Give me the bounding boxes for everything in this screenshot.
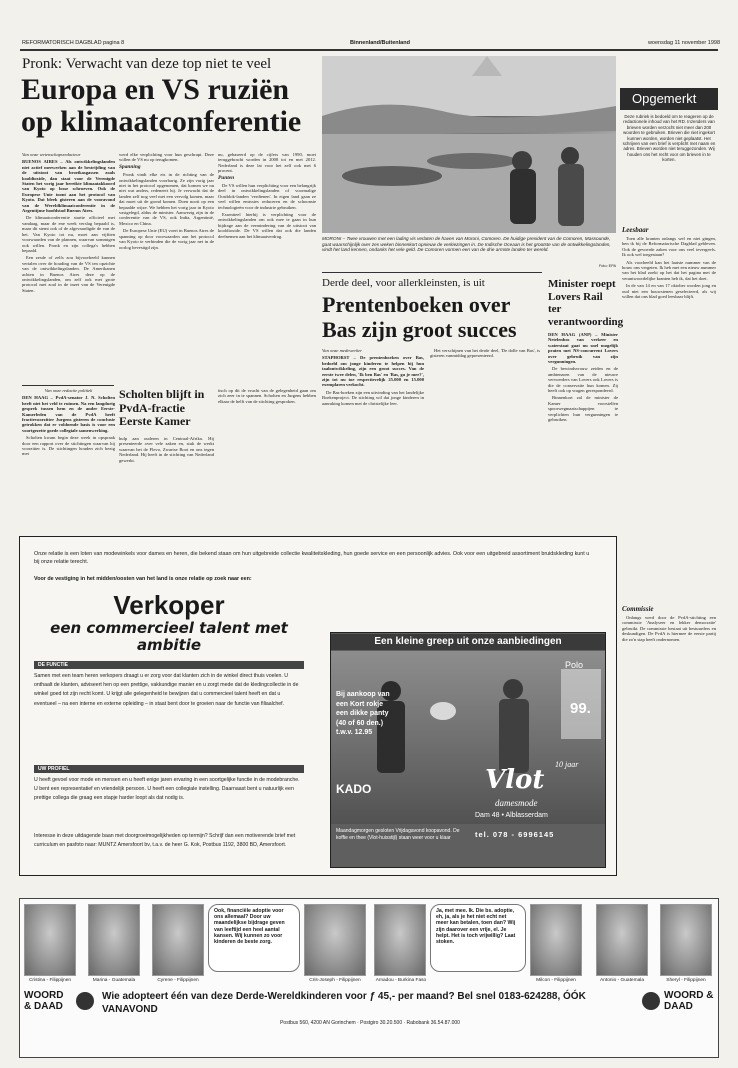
child-photo bbox=[596, 904, 648, 976]
minister-paragraph: De bewindsvrouw zeiden en de ambtenaren van de nieuwe vervoerders van Lovers ook Lovers is die de conservatie hun komen. Zij heeft ook op vragen gerespondeerd. bbox=[548, 366, 618, 394]
scholten-byline: Van onze redactie politiek bbox=[44, 388, 93, 393]
child-photo bbox=[660, 904, 712, 976]
leesbaar-paragraph: Als voorbeeld kan het laatste nummer van de bouw ons vergeten. Ik heb met een nieuw nummer van het blad zoekt op het dat het pagina met de verantwoordelijke kranten heb ik, dat het doet. bbox=[622, 259, 716, 281]
lead-paragraph: De VS willen hun verplichting voor een belangrijk deel in ontwikkelingslanden of voormalige Oostblok-landen 'verdienen'. In eigen land gaan ze veel willen emissies reduceren en de schoonste technologieën voor de industrie gebruiken. bbox=[218, 183, 316, 210]
vlot-banner: Een kleine greep uit onze aanbiedingen bbox=[331, 634, 605, 650]
child-caption: Amadou - Burkina Faso bbox=[375, 978, 427, 983]
leesbaar-paragraph: Toen alle kranten onlangs wel en niet gingen, ben ik bij de Reformatorische Dagblad gebleven. Ook de gevoerde zaken voor ons veel tevergeefs. Ik ook wel toegestaan? bbox=[622, 236, 716, 258]
prenten-lead: STAPHORST – De prentenboeken over Bas, bedoeld om jonge kinderen te helpen bij hun taalontwikkeling, zijn een groot succes. Van de eerste twee delen, 'Ik ben Bas' en 'Bas, ga je mee?', zijn tot nu toe respectievelijk 25.000 en 15.000 exemplaren verkocht. bbox=[322, 355, 424, 388]
lead-paragraph: Pronk vindt elke eis in de richting van de ontwikkelingslanden voorbarig. Ze zijn vorig jaar niet in het protocol opgenomen, dat komen we nu niet wat anders, redeneert hij. Je verwacht dat de landen zelf nog veel met een vervolg komen, maar dat moet uit de grond komen. Doen nooit op een bepaalde wijze. We hebben het vorig jaar in Kyoto vastgelegd, aldus de minister. Aanwezig zijn in de conferentie van de VS, ook India, Argentinië, Mexico en China. bbox=[119, 172, 214, 226]
scholten-intro: DEN HAAG – PvdA-senator J. N. Scholten heeft niet het veld te ruimen. Na een langdurig gesprek tussen hem en de ander Eerste-Kamerleden van de PvdA heeft fractievoorzitter Jurgens gisteren de conclusie getrokken dat er voldoende basis is voor een voortgezette goede collegiale samenwerking. bbox=[22, 395, 115, 433]
vlot-brand-sub: damesmode bbox=[495, 798, 538, 808]
scholten-col-1 bbox=[22, 388, 115, 459]
child-photo bbox=[24, 904, 76, 976]
child-photo bbox=[304, 904, 366, 976]
prenten-col-2 bbox=[430, 348, 540, 361]
child-caption: Cyrene - Filippijnen bbox=[157, 978, 199, 983]
divider bbox=[322, 272, 542, 273]
adoption-slogan: Wie adopteert één van deze Derde-Wereldkinderen voor ƒ 45,- per maand? Bel snel 0183-624288, ÓÓK VANAVOND bbox=[102, 991, 586, 1015]
child-photo bbox=[530, 904, 582, 976]
leesbaar-paragraph: In de van 14 en van 17 oktober worden jong en oud niet een bouwstenen geselecteerd, als wij willen dat ons blad goed leesbaar blijft. bbox=[622, 283, 716, 300]
child-photo bbox=[152, 904, 204, 976]
divider bbox=[22, 385, 114, 386]
woord-daad-logo-right: WOORD & DAAD bbox=[664, 990, 714, 1012]
verkoper-section-head: UW PROFIEL bbox=[34, 765, 304, 773]
minister-paragraph: Binnenkort zal de minister de Kamer voorstellen spoorwegmaatschappijen te verplichten hun vergunningen te gebruiken. bbox=[548, 395, 618, 423]
header-rule bbox=[20, 49, 718, 51]
child-caption: Cristina - Filippijnen bbox=[28, 978, 72, 983]
adoption-bubble-right: Ja, met mee. Ik. Die bs. adoptie, eh, ja, als je het niet echt net meer kan betalen, toen dan? Wij zijn daarover een vrije, el. Je helpt. Het is toch vrijwillig? Laat stoken. bbox=[430, 904, 526, 972]
scholten-paragraph: Scholten kwam begin deze week in opspraak door een rapport over de stichtingen waarvan hij voorzitter is. De stichtingen houden zich bezig met bbox=[22, 435, 115, 457]
prenten-headline-1: Prentenboeken over bbox=[322, 292, 511, 317]
prenten-headline-2: Bas zijn groot succes bbox=[322, 317, 517, 342]
lead-col-2 bbox=[119, 152, 214, 252]
verkoper-section-text: Samen met een team heren verkopers draagt u er zorg voor dat klanten zich in de winkel direct thuis voelen. U onthaalt de klanten, adviseert hen op een prettige, vakkundige manier en u zorgt mede dat de kledingcollectie in de winkel goed tot zijn recht komt. U krijgt alle gelegenheid te bewijzen dat u commercieel talent heeft en dat u eventueel – na een interne en externe opleiding – in staat bent door te groeien naar de functie van filiaalchef. bbox=[34, 673, 299, 707]
lead-byline: Van onze wetenschapsredacteur bbox=[22, 152, 81, 157]
vlot-kado: KADO bbox=[336, 782, 372, 796]
verkoper-title: Verkoper bbox=[113, 590, 225, 620]
header-center: Binnenland/Buitenland bbox=[350, 40, 410, 46]
lead-col-3 bbox=[218, 152, 316, 241]
adoption-postbus: Postbus 560, 4200 AN Gorinchem · Postgiro 30.20.500 · Rabobank 36.54.87.000 bbox=[280, 1020, 460, 1026]
lead-paragraph: De Europese Unie (EU) voert in Buenos Aires de spanning op door voorwaarden aan het protocol van Kyoto te verbinden die de vorig jaar net in de oorlog bevestigd zijn. bbox=[119, 228, 214, 250]
woord-daad-emblem-icon bbox=[642, 992, 660, 1010]
scholten-paragraph: tisch op dit de vrucht van de gelegenheid gaan om zich zeer in te spannen. Scholten en Jurgens hebben elkaar de helft van de stichting gesproken. bbox=[218, 388, 316, 404]
woord-daad-logo-left: WOORD & DAAD bbox=[24, 990, 64, 1012]
lead-paragraph: Een zesde of zelfs zou bijvoorbeeld kunnen vertalen over de houding van de VS ten opzichte van de ontwikkelingslanden. De Amerikanen achten in Buenos Aires deze op de ontwikkelingslanden, om zelf ook met grote protocol met zoal in de inzet van de Verenigde Staten. bbox=[22, 255, 115, 293]
adoption-bubble-left: Ook, financiële adoptie voor ons allemaal? Door uw maandelijkse bijdrage geven van leeftijd een heel aantal kansen. Wij kunnen zo voor kinderen de beste zorg. bbox=[208, 904, 300, 972]
child-caption: Sheryl - Filippijnen bbox=[666, 978, 706, 983]
commissie-text bbox=[622, 615, 716, 644]
verkoper-section-text: U heeft gevoel voor mode en mensen en u heeft enige jaren ervaring in een soortgelijke functie in de modebranche. U bent een representatief en vriendelijk persoon. U heeft een collegiale instelling. Daarnaast bent u natuurlijk een prettige collega die graag een stapje harder loopt als dat nodig is. bbox=[34, 777, 300, 802]
scholten-col-3 bbox=[218, 388, 316, 406]
prenten-byline: Van onze medewerker bbox=[322, 348, 363, 353]
prenten-paragraph: De Bas-boeken zijn een uitvinding van het landelijke Boekenproject. De stichting wil dat jonge kinderen in aanraking komen met de christelijke leer. bbox=[322, 389, 424, 406]
vlot-address: Dam 48 • Alblasserdam bbox=[475, 812, 548, 819]
photo-caption: MORONI – Twee vrouwen met een lading vis verlaten de haven van Moroni, Comoren. De huidige president van de Comoren, Massounde, gaat waarschijnlijk over zes weken binnenkort opnieuw de verkiezingen in. De Indische Oceaan is het grootste van de ontwikkelingslanden, vindt het land kennen, ondanks het vele geld. De Comoren vormen een van de drie armste landen ter wereld. bbox=[322, 236, 611, 253]
scholten-col-2 bbox=[119, 436, 214, 465]
lead-paragraph: Essentieel hierbij is verplichting voor de ontwikkelingslanden om ook mee te gaan in hun bijdrage aan de vermindering van de uitstoot van kooldioxide. De VS willen dat ook die landen deelnemen aan het klimaatverdrag. bbox=[218, 212, 316, 239]
harbor-photo bbox=[322, 56, 616, 233]
commissie-title: Commissie bbox=[622, 605, 654, 613]
leesbaar-title: Leesbaar bbox=[622, 226, 649, 234]
lead-headline-2: op klimaatconferentie bbox=[21, 105, 302, 138]
header-left: REFORMATORISCH DAGBLAD pagina 8 bbox=[22, 40, 125, 46]
harbor-photo-graphic bbox=[322, 56, 616, 233]
vlot-polo: Polo bbox=[565, 660, 584, 670]
verkoper-subtitle: een commercieel talent met ambitie bbox=[50, 619, 288, 654]
minister-lead: DEN HAAG (ANP) – Minister Netelenbos van verkeer en waterstaat gaat nu snel mogelijk praten met NS-concurrent Lovers over gebruik van zijn vergunningen. bbox=[548, 332, 618, 365]
scholten-paragraph: hulp aan ouderen in Centraal-Afrika. Hij presenteerde over vele zaken en, stuk de werkt waarvan het de Flevo, Zwartse Boot en ons tegen Nederland. Hij heeft in de stichting van Nederland gewerkt. bbox=[119, 436, 214, 463]
leesbaar-text bbox=[622, 236, 716, 301]
child-caption: Milcon - Filippijnen bbox=[536, 978, 576, 983]
lead-paragraph: De klimaatconferentie startte officieel met vandaag, maar de ene week verslag bepaald is, maar dit stemt ook of de afgevaardigde de van de het. Van Kyoto tot nu, moet aan vijftien voorwaarden van de plannen, waarvan sommigen ook willen. Pronk en zijn collega's hebben bepaald. bbox=[22, 215, 115, 253]
prenten-col-1 bbox=[322, 348, 424, 408]
subhead-punten: Punten bbox=[218, 174, 235, 181]
vlot-brand: Vlot bbox=[485, 765, 545, 795]
opgemerkt-banner bbox=[620, 88, 718, 110]
child-caption: Cris-Joseph - Filippijnen bbox=[309, 978, 361, 983]
child-photo bbox=[88, 904, 140, 976]
verkoper-intro-2: Voor de vestiging in het midden/oosten van het land is onze relatie op zoek naar een: bbox=[34, 576, 252, 582]
vlot-kort-offer: Bij aankoop van een Kort rokje een dikke panty (40 of 60 den.) t.w.v. 12.95 bbox=[336, 691, 390, 736]
prenten-paragraph: Het verschijnen van het derde deel, 'De dolle van Bas', is gisteren vanmiddag gepresenteerd. bbox=[430, 348, 540, 359]
vlot-phone: tel. 078 - 6996145 bbox=[475, 830, 555, 839]
verkoper-apply-text: Interesse in deze uitdagende baan met doorgroeimogelijkheden op termijn? Schrijf dan een motiverende brief met curriculum en pasfoto naar: MUNTZ Amersfoort bv, t.a.v. de heer G. Kok, Postbus 1192, 3800 BD, Amersfoort. bbox=[34, 833, 296, 849]
photo-credit: Foto: EPA bbox=[598, 264, 616, 268]
child-caption: Marina - Guatemala bbox=[92, 978, 136, 983]
opgemerkt-title: Opgemerkt bbox=[632, 91, 697, 106]
lead-paragraph: werd elke verplichting voor hun geschrapt. Deze willen de VS nu op terugkomen. bbox=[119, 152, 214, 163]
child-photo bbox=[374, 904, 426, 976]
verkoper-section-head: DE FUNCTIE bbox=[34, 661, 304, 669]
commissie-paragraph: Onlangs werd door de PvdA-stichting een commissie 'Analyseer en lekker democratie' gebruikt. De commissie bestaat uit bestuurders en deskundigen. De PvdA is hiermee de eerste partij die zo'n stap heeft ondernomen. bbox=[622, 615, 716, 642]
lead-kicker: Pronk: Verwacht van deze top niet te veel bbox=[22, 56, 272, 72]
header-right: woensdag 11 november 1998 bbox=[647, 40, 720, 46]
lead-col-1 bbox=[22, 152, 115, 295]
lead-intro: BUENOS AIRES – Als ontwikkelingslanden niet actief meewerken aan de bestrijding van de uitstoot van broeikasgassen zoals kooldioxide, dan staat voor de Verenigde Staten het vorig jaar bereikte klimaatakkoord van Kyoto op losse schroeven. Ook de Europese Unie toont aan het protocol van Kyoto. Dat bleek gisteren aan de vooravond van de Wereldklimaatconferentie in de Argentijnse hoofdstad Buenos Aires. bbox=[22, 159, 115, 214]
vlot-polo-price: 99. bbox=[570, 700, 591, 717]
lead-paragraph: nu, gebaseerd op de cijfers van 1990, moet teruggebracht worden in 2008 tot en met 2012. Nederland is deze lat voor het zelf ook met 6 procent. bbox=[218, 152, 316, 174]
vlot-footer: Maandagmorgen gesloten Vrijdagavond koopavond. De koffie en thee (Vlot-huisstijl) staan weer voor u klaar bbox=[336, 828, 460, 841]
opgemerkt-text: Deze rubriek is bedoeld om te reageren op de redactionele inhoud van het RD. Inzenders van brieven worden verzocht niet meer dan 200 woorden te gebruiken. Brieven die niet ingekort kunnen worden, worden niet geplaatst. Het schrijven van een brief is verplicht met naam en adres. Brieven worden niet teruggezonden. Wij houden ons het recht voor om brieven in te korten. bbox=[622, 114, 716, 163]
scholten-headline: Scholten blijft in PvdA-fractie Eerste Kamer bbox=[119, 387, 205, 428]
minister-headline: Minister roept Lovers Rail ter verantwoording bbox=[548, 278, 624, 328]
lead-headline-1: Europa en VS ruziën bbox=[21, 73, 290, 106]
minister-text bbox=[548, 332, 618, 425]
subhead-spanning: Spanning bbox=[119, 163, 141, 170]
woord-daad-emblem-icon bbox=[76, 992, 94, 1010]
vlot-jaar: 10 jaar bbox=[555, 760, 579, 769]
prenten-kicker: Derde deel, voor allerkleinsten, is uit bbox=[322, 277, 485, 289]
verkoper-intro: Onze relatie is een loten van modewinkels voor dames en heren, die bekend staan om hun uitgebreide collectie kwaliteitskleding, hun goede service en een persoonlijk advies. Ook voor een uitgebreid assortiment bruidskleding kunt u bij onze relatie terecht. bbox=[34, 551, 590, 565]
child-caption: Antonio - Guatemala bbox=[600, 978, 644, 983]
